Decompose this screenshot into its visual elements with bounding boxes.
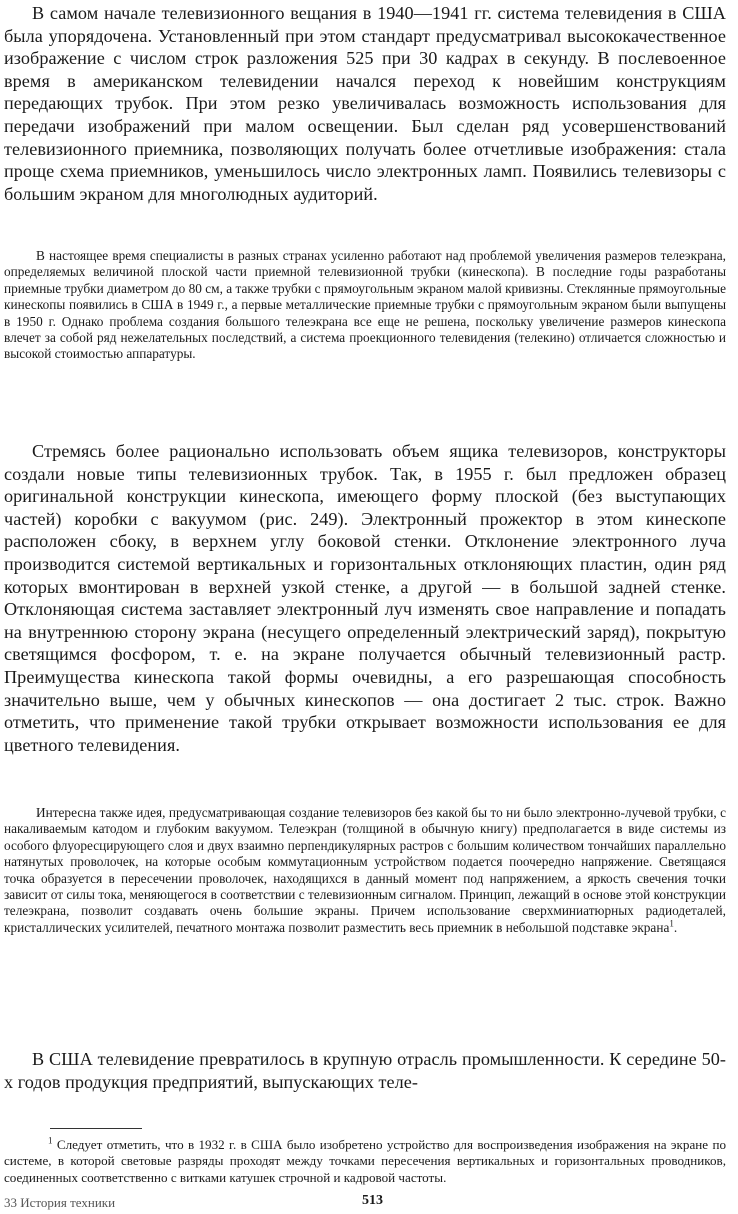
paragraph-1: В самом начале телевизионного вещания в 1940—1941 гг. система телевидения в США была упорядочена. Установленный при этом стандарт предусматривал высококачественное изображение с числом строк разложения 525 при 30 кадрах в секунду. В послевоенное время в американском телевидении начался переход к новейшим конструкциям передающих трубок. При этом резко увеличивалась возможность использования для передачи изображений при малом освещении. Был сделан ряд усовершенствований телевизионного приемника, позволяющих получать более отчетливые изображения: стала проще схема приемников, уменьшилось число электронных ламп. Появились телевизоры с большим экраном для многолюдных аудиторий.	[4, 3, 726, 204]
footnote-mark: 1	[48, 1135, 53, 1146]
paragraph-4-end: .	[673, 919, 678, 935]
paragraph-4-text: Интересна также идея, предусматривающая создание телевизоров без какой бы то ни было электронно-лучевой трубки, с накаливаемым катодом и глубоким вакуумом. Телеэкран (толщиной в обычную книгу) предполагается в виде системы из особого флуоресцирующего слоя и двух взаимно перпендикулярных растров с большим количеством тончайших параллельно натянутых проволочек, на которые особым коммутационным устройством подается поочередно напряжение. Светящаяся точка образуется в пересечении проволочек, находящихся в данный момент под напряжением, а яркость свечения точки зависит от силы тока, меняющегося в соответствии с телевизионным сигналом. Принцип, лежащий в основе этой конструкции телеэкрана, позволит создавать очень большие экраны. Причем использование сверхминиатюрных радиодеталей, кристаллических усилителей, печатного монтажа позволит разместить весь приемник в небольшой подставке экрана	[4, 805, 726, 935]
paragraph-5: В США телевидение превратилось в крупную отрасль промышленности. К середине 50-х годов продукция предприятий, выпускающих теле-	[4, 1049, 726, 1092]
footnote-divider	[50, 1128, 142, 1129]
printer-signature: 33 История техники	[4, 1195, 116, 1210]
page-number: 513	[362, 1193, 383, 1208]
footnote	[4, 1137, 726, 1186]
paragraph-4-small-print	[4, 805, 726, 936]
footnote-reference: 1	[669, 918, 674, 929]
paragraph-3: Стремясь более рационально использовать объем ящика телевизоров, конструкторы создали новые типы телевизионных трубок. Так, в 1955 г. был предложен образец оригинальной конструкции кинескопа, имеющего форму плоской (без выступающих частей) коробки с вакуумом (рис. 249). Электронный прожектор в этом кинескопе расположен сбоку, в верхнем углу боковой стенки. Отклонение электронного луча производится системой вертикальных и горизонтальных отклоняющих пластин, один ряд которых вмонтирован в верхней узкой стенке, а другой — в большой задней стенке. Отклоняющая система заставляет электронный луч изменять свое направление и попадать на внутреннюю сторону экрана (несущего определенный электрический заряд), покрытую светящимся фосфором, т. е. на экране получается обычный телевизионный растр. Преимущества кинескопа такой формы очевидны, а его разрешающая способность значительно выше, чем у обычных кинескопов — она достигает 2 тыс. строк. Важно отметить, что применение такой трубки открывает возможности использования ее для цветного телевидения.	[4, 441, 726, 755]
paragraph-2-small-print: В настоящее время специалисты в разных странах усиленно работают над проблемой увеличения размеров телеэкрана, определяемых величиной плоской части приемной телевизионной трубки (кинескопа). В последние годы разработаны приемные трубки диаметром до 80 см, а также трубки с прямоугольным экраном малой кривизны. Стеклянные прямоугольные кинескопы появились в США в 1949 г., а первые металлические приемные трубки с прямоугольным экраном были выпущены в 1950 г. Однако проблема создания большого телеэкрана все еще не решена, поскольку увеличение размеров кинескопа влечет за собой ряд нежелательных последствий, а система проекционного телевидения (телекино) отличается сложностью и высокой стоимостью аппаратуры.	[4, 248, 726, 362]
footnote-text: Следует отметить, что в 1932 г. в США было изобретено устройство для воспроизведения изображения на экране по системе, в которой световые разряды проходят между точками пересечения вертикальных и горизонтальных проводников, соединенных соответственно с витками катушек строчной и кадровой частоты.	[4, 1137, 726, 1185]
